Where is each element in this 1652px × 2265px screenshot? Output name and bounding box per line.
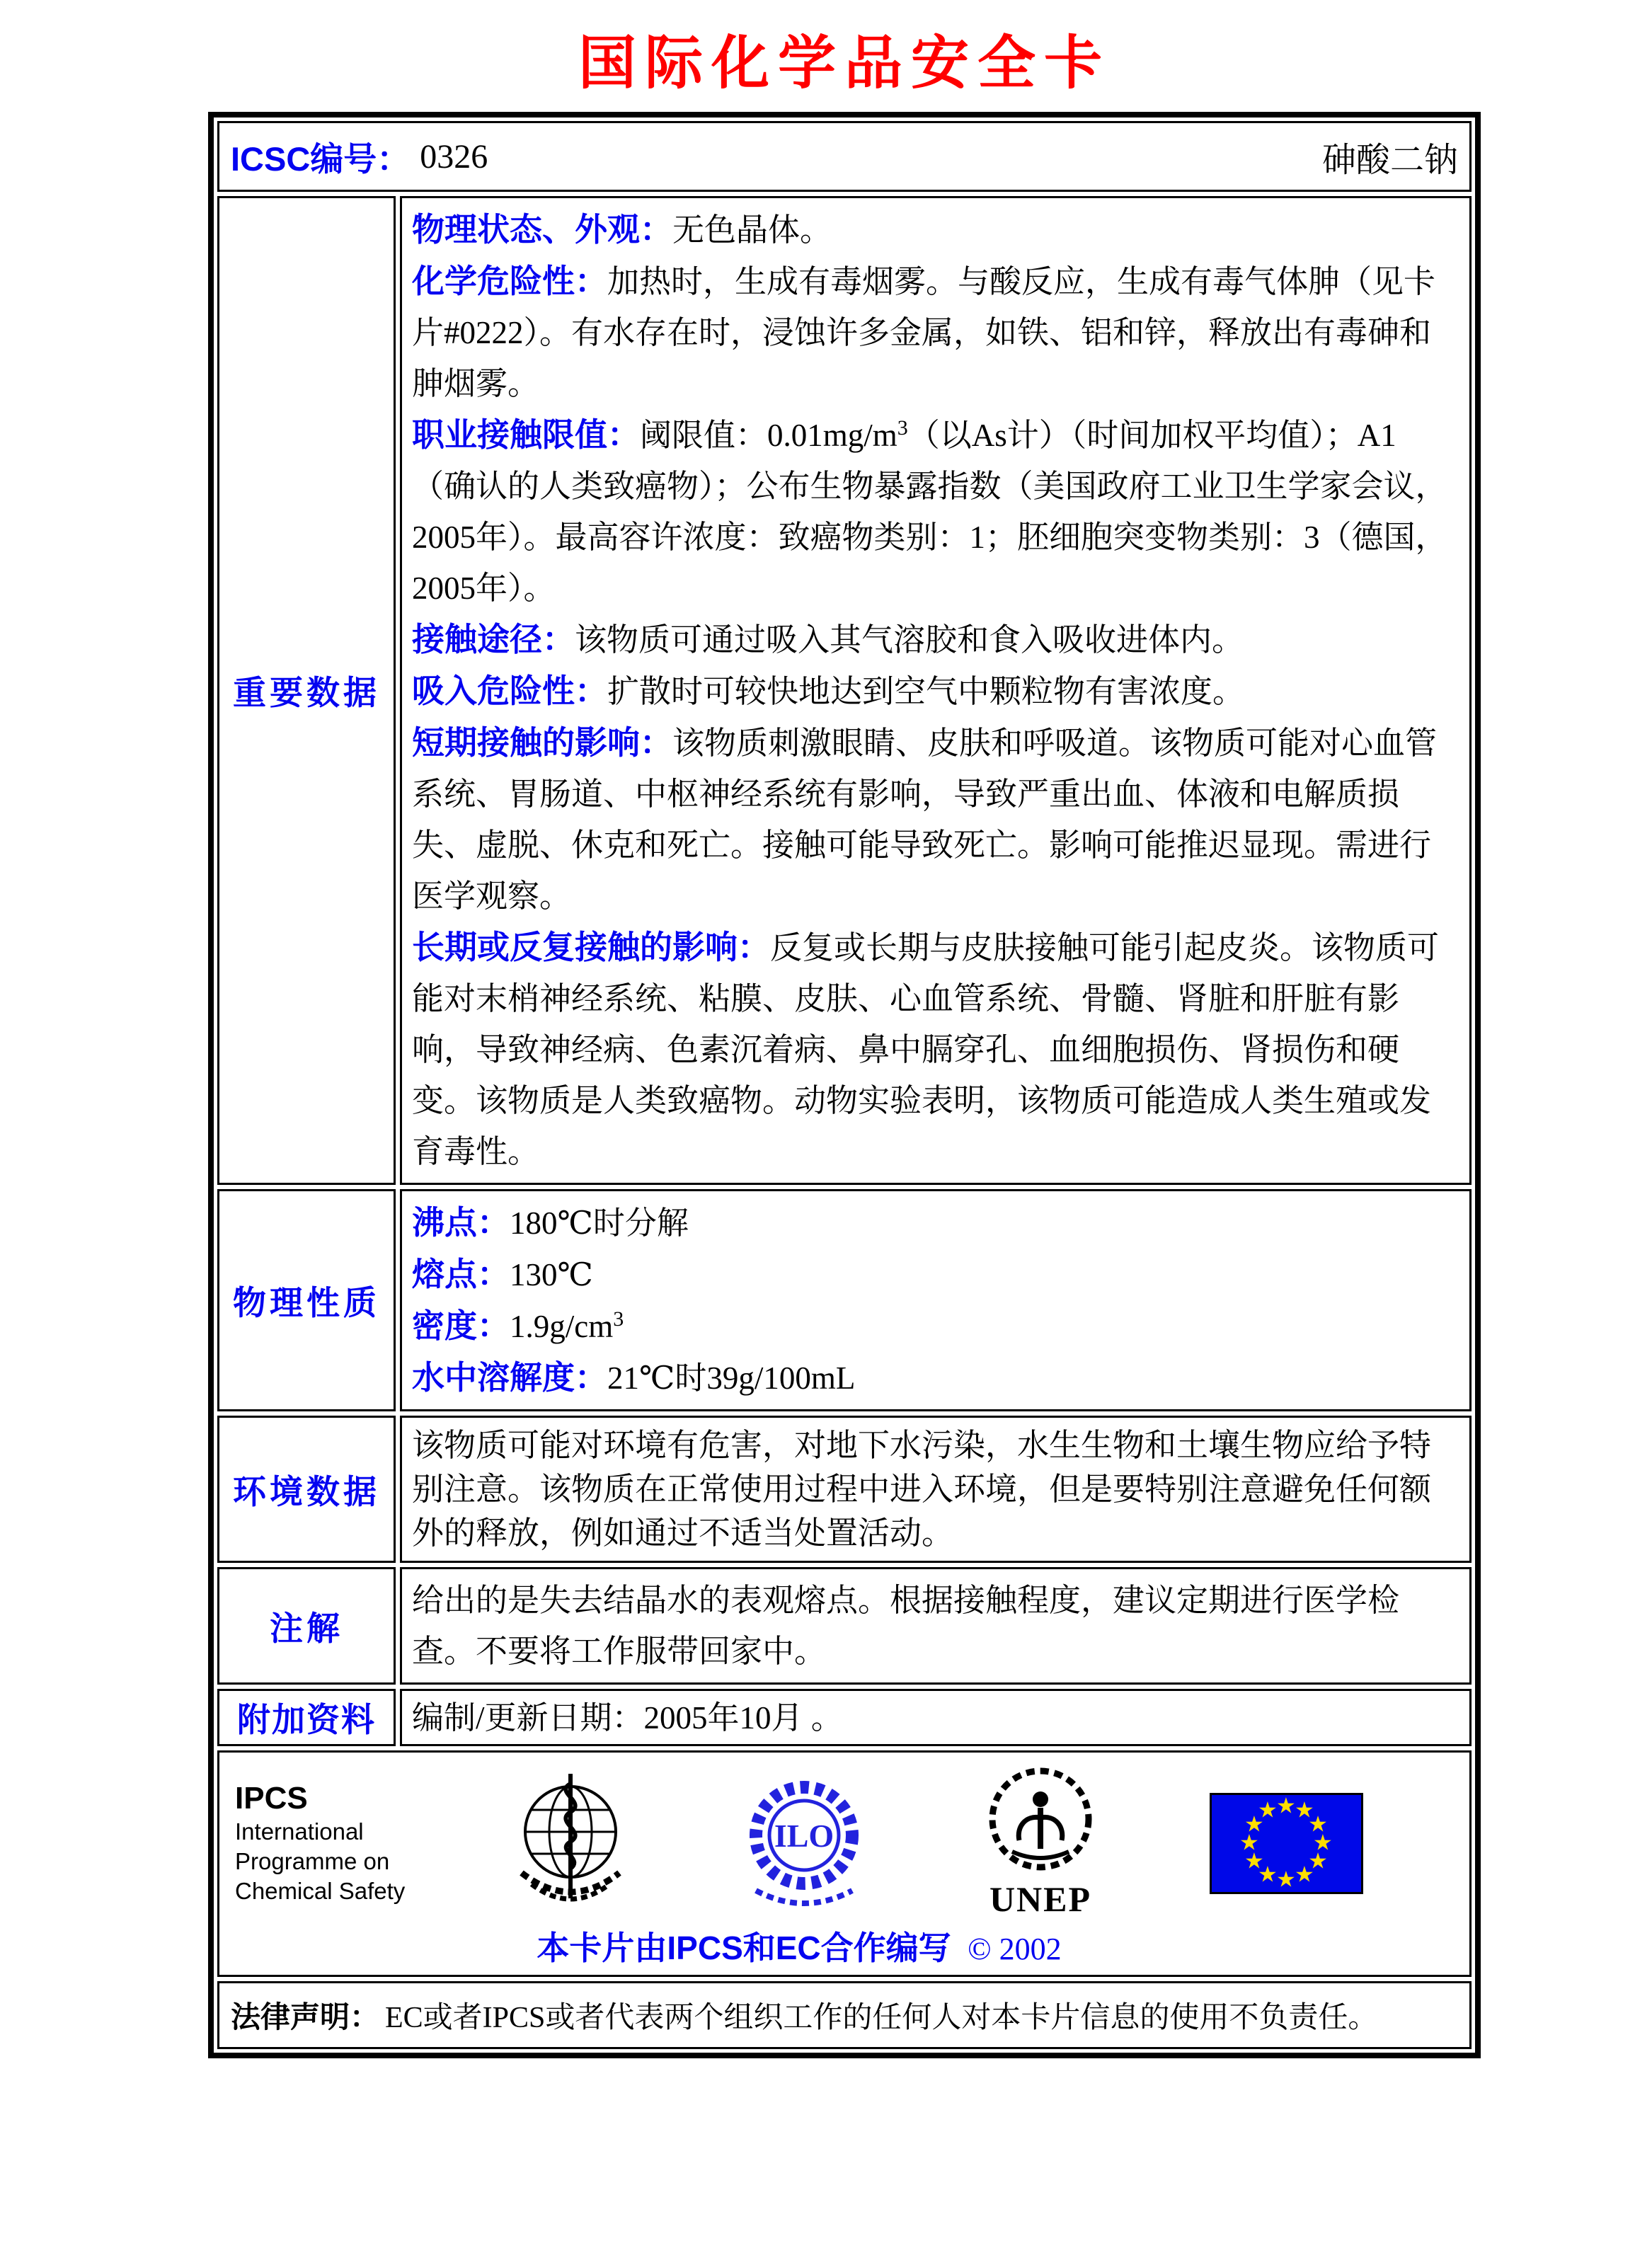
important-data-row-header	[217, 196, 396, 1185]
physical-properties-content	[400, 1189, 1472, 1411]
field-value: $1.9g/cm^3$	[510, 1307, 624, 1344]
field-value: 无色晶体。	[672, 212, 832, 248]
field-label: 接触途径：	[412, 621, 575, 658]
logos-row	[217, 1750, 1472, 1977]
row-label: 环境数据	[233, 1472, 380, 1510]
additional-info-content: 编制/更新日期：2005年10月 。	[400, 1689, 1472, 1746]
data-paragraph	[412, 922, 1457, 1177]
ipcs-title: IPCS	[235, 1781, 308, 1816]
header-row	[217, 121, 1472, 192]
data-paragraph	[412, 1352, 1457, 1404]
eu-star-icon: ★	[1258, 1797, 1278, 1823]
ipcs-line: Chemical Safety	[235, 1878, 406, 1904]
icsc-number-group	[231, 133, 488, 180]
eu-star-icon: ★	[1295, 1862, 1314, 1888]
important-data-row	[217, 196, 1472, 1185]
ipcs-text-block	[235, 1780, 405, 1906]
notes-row	[217, 1567, 1472, 1685]
field-label: 沸点：	[412, 1204, 510, 1241]
unep-logo-text: UNEP	[990, 1879, 1092, 1919]
additional-info-row-header	[217, 1689, 396, 1746]
eu-star-icon: ★	[1276, 1793, 1296, 1818]
field-label: 长期或反复接触的影响：	[412, 929, 770, 965]
footer-caption-year: © 2002	[968, 1932, 1062, 1966]
legal-text: EC或者IPCS或者代表两个组织工作的任何人对本卡片信息的使用不负责任。	[385, 2002, 1378, 2034]
superscript: 3	[613, 1307, 624, 1331]
eu-flag-icon	[1210, 1793, 1363, 1894]
data-paragraph	[412, 1300, 1457, 1352]
field-label: 熔点：	[412, 1256, 510, 1292]
eu-star-icon: ★	[1244, 1848, 1264, 1874]
unep-logo-icon	[971, 1761, 1110, 1925]
data-paragraph	[412, 1249, 1457, 1300]
notes-content: 给出的是失去结晶水的表观熔点。根据接触程度，建议定期进行医学检查。不要将工作服带回家中。	[400, 1567, 1472, 1685]
chemical-name: 砷酸二钠	[1321, 141, 1458, 179]
field-label: 水中溶解度：	[412, 1359, 607, 1396]
row-label: 附加资料	[237, 1701, 376, 1738]
ipcs-line: Programme on	[235, 1848, 390, 1874]
logos-cell	[217, 1750, 1472, 1977]
eu-star-icon: ★	[1239, 1830, 1259, 1855]
important-data-content	[400, 196, 1472, 1185]
data-paragraph	[412, 409, 1457, 614]
row-label: 重要数据	[233, 674, 380, 711]
ipcs-line: International	[235, 1818, 364, 1845]
field-label: 职业接触限值：	[412, 416, 640, 453]
field-label: 密度：	[412, 1307, 510, 1344]
field-value: 扩散时可较快地达到空气中颗粒物有害浓度。	[607, 674, 1245, 709]
field-value: 该物质可通过吸入其气溶胶和食入吸收进体内。	[575, 622, 1244, 658]
icsc-number-value: 0326	[420, 137, 488, 176]
row-label: 物理性质	[233, 1283, 380, 1321]
data-paragraph	[412, 665, 1457, 717]
data-paragraph	[412, 614, 1457, 665]
field-value: 180℃时分解	[510, 1205, 689, 1241]
eu-star-icon: ★	[1276, 1867, 1296, 1892]
environment-data-row-header	[217, 1416, 396, 1563]
field-value: 反复或长期与皮肤接触可能引起皮炎。该物质可能对末梢神经系统、粘膜、皮肤、心血管系统、骨髓、肾脏和肝脏有影响，导致神经病、色素沉着病、鼻中膈穿孔、血细胞损伤、肾损伤和硬变。该物质是人类致癌物。动物实验表明，该物质可能造成人类生殖或发育毒性。	[412, 930, 1440, 1169]
header-cell	[217, 121, 1472, 192]
who-logo-icon	[505, 1770, 636, 1917]
icsc-number-label: ICSC编号：	[231, 139, 411, 178]
ilo-logo-icon	[736, 1770, 872, 1916]
field-value: 130℃	[510, 1257, 593, 1292]
superscript: 3	[897, 416, 908, 440]
physical-properties-row	[217, 1189, 1472, 1411]
field-label: 吸入危险性：	[412, 672, 607, 709]
field-label: 化学危险性：	[412, 263, 607, 299]
eu-star-icon: ★	[1258, 1862, 1278, 1888]
eu-star-icon: ★	[1244, 1811, 1264, 1837]
icsc-card-table	[208, 112, 1481, 2058]
page-title-wrap	[208, 30, 1481, 98]
page-title: 国际化学品安全卡	[578, 31, 1111, 96]
eu-star-icon: ★	[1308, 1811, 1328, 1837]
field-label: 短期接触的影响：	[412, 724, 672, 761]
additional-info-row	[217, 1689, 1472, 1746]
legal-row	[217, 1981, 1472, 2049]
field-label: 物理状态、外观：	[412, 211, 672, 248]
data-paragraph	[412, 204, 1457, 256]
ilo-logo-text: ILO	[774, 1818, 834, 1854]
data-paragraph	[412, 1197, 1457, 1249]
field-value: 21℃时39g/100mL	[607, 1360, 856, 1396]
row-label: 注解	[270, 1609, 343, 1647]
eu-star-icon: ★	[1295, 1797, 1314, 1823]
eu-star-icon: ★	[1308, 1848, 1328, 1874]
footer-caption	[235, 1928, 1363, 1969]
eu-star-icon: ★	[1313, 1830, 1333, 1855]
notes-row-header	[217, 1567, 396, 1685]
data-paragraph	[412, 256, 1457, 409]
footer-caption-text: 本卡片由IPCS和EC合作编写	[537, 1929, 951, 1966]
physical-properties-row-header	[217, 1189, 396, 1411]
field-value: 加热时，生成有毒烟雾。与酸反应，生成有毒气体胂（见卡片#0222）。有水存在时，浸蚀许多金属，如铁、铝和锌，释放出有毒砷和胂烟雾。	[412, 264, 1436, 401]
field-value: 该物质刺激眼睛、皮肤和呼吸道。该物质可能对心血管系统、胃肠道、中枢神经系统有影响，导致严重出血、体液和电解质损失、虚脱、休克和死亡。接触可能导致死亡。影响可能推迟显现。需进行医学观察。	[412, 726, 1438, 914]
environment-data-content: 该物质可能对环境有危害，对地下水污染，水生生物和土壤生物应给予特别注意。该物质在正常使用过程中进入环境，但是要特别注意避免任何额外的释放，例如通过不适当处置活动。	[400, 1416, 1472, 1563]
field-value: 阈限值：$0.01mg/m^3$（以As计）（时间加权平均值）；A1（确认的人类致癌物）；公布生物暴露指数（美国政府工业卫生学家会议，2005年）。最高容许浓度：致癌物类别：1；胚细胞突变物类别：3（德国，2005年）。	[412, 416, 1447, 606]
logos-strip	[235, 1761, 1363, 1925]
environment-data-row	[217, 1416, 1472, 1563]
legal-label: 法律声明：	[231, 2000, 380, 2034]
data-paragraph	[412, 717, 1457, 922]
legal-cell	[217, 1981, 1472, 2049]
